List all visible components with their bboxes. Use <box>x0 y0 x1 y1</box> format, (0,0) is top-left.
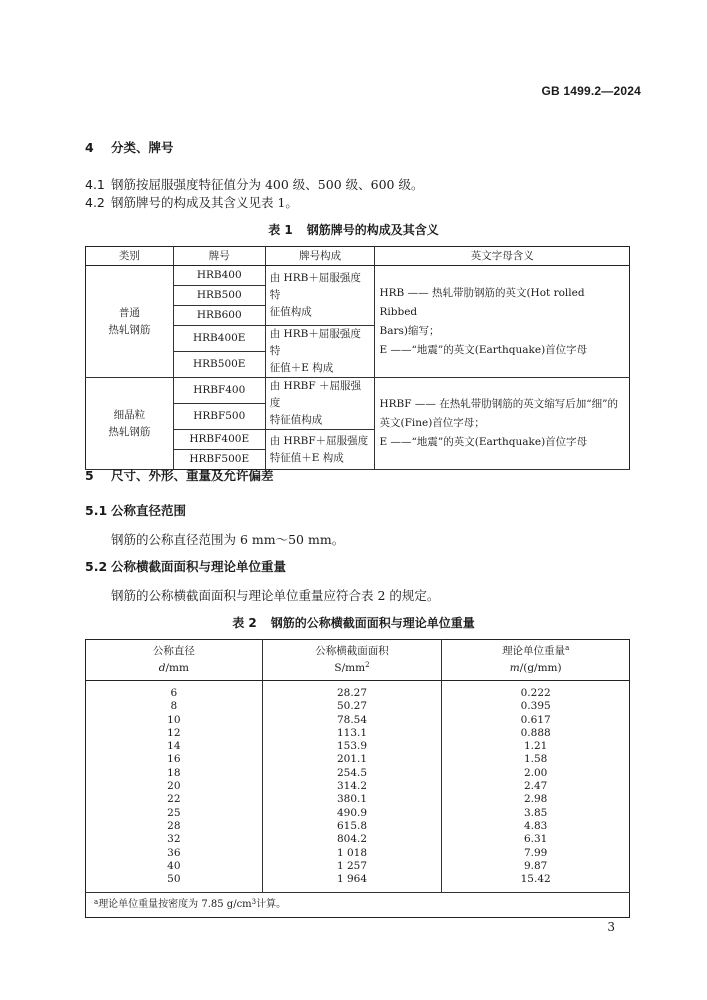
area-cell: 254.5 <box>262 767 442 780</box>
weight-cell: 7.99 <box>442 847 630 860</box>
weight-cell: 15.42 <box>442 873 630 893</box>
area-cell: 490.9 <box>262 807 442 820</box>
composition-line: 特征值构成 <box>269 414 323 426</box>
table-row <box>86 740 630 753</box>
header-composition: 牌号构成 <box>265 247 375 266</box>
table-row <box>86 847 630 860</box>
weight-cell: 3.85 <box>442 807 630 820</box>
clause-4-1 <box>85 175 423 193</box>
grade-cell: HRB600 <box>173 306 265 326</box>
weight-cell: 0.395 <box>442 700 630 713</box>
section-title: 尺寸、外形、重量及允许偏差 <box>111 468 274 483</box>
composition-line: 由 HRB＋屈服强度特 <box>269 328 361 357</box>
header-name: 公称直径 <box>152 645 195 657</box>
grade-cell: HRB400 <box>173 266 265 286</box>
clause-text: 钢筋牌号的构成及其含义见表 1。 <box>111 195 298 210</box>
table-row <box>86 753 630 766</box>
diameter-cell: 12 <box>86 727 263 740</box>
clause-5-1-heading <box>85 501 186 519</box>
area-cell: 380.1 <box>262 793 442 806</box>
table-1-caption <box>0 221 707 238</box>
weight-cell: 0.617 <box>442 714 630 727</box>
area-cell: 314.2 <box>262 780 442 793</box>
weight-cell: 2.98 <box>442 793 630 806</box>
header-grade: 牌号 <box>173 247 265 266</box>
composition-line: 由 HRBF＋屈服强度 <box>269 434 369 447</box>
composition-line: 征值构成 <box>269 306 312 318</box>
table-row <box>86 873 630 893</box>
meaning-line: E ——“地震”的英文(Earthquake)首位字母 <box>379 436 588 448</box>
composition-line: 特征值＋E 构成 <box>269 451 344 464</box>
table-label: 表 1 <box>268 223 293 237</box>
area-cell: 804.2 <box>262 833 442 846</box>
header-weight <box>442 640 630 681</box>
grade-cell: HRBF400 <box>173 378 265 404</box>
page-number: 3 <box>607 920 615 934</box>
footnote-superscript: 3 <box>251 898 257 907</box>
meaning-line: E ——“地震”的英文(Earthquake)首位字母 <box>379 343 588 356</box>
composition-cell <box>265 326 375 378</box>
table-2-caption <box>0 614 707 631</box>
diameter-cell: 36 <box>86 847 263 860</box>
table-row <box>86 727 630 740</box>
footnote-mark: a <box>94 898 99 907</box>
table-label: 表 2 <box>232 616 257 630</box>
clause-5-1-text: 钢筋的公称直径范围为 6 mm～50 mm。 <box>111 532 345 547</box>
table-2 <box>85 639 630 918</box>
diameter-cell: 28 <box>86 820 263 833</box>
area-cell: 28.27 <box>262 681 442 701</box>
composition-cell <box>265 378 375 430</box>
grade-cell: HRBF500E <box>173 450 265 470</box>
diameter-cell: 40 <box>86 860 263 873</box>
table-footnote <box>86 893 630 918</box>
section-5-heading <box>85 466 274 484</box>
header-symbol: d <box>158 662 166 674</box>
diameter-cell: 14 <box>86 740 263 753</box>
area-cell: 153.9 <box>262 740 442 753</box>
diameter-cell: 6 <box>86 681 263 701</box>
clause-number: 5.1 <box>85 503 108 518</box>
footnote-ref: a <box>565 644 570 652</box>
meaning-line: Bars)缩写； <box>379 324 440 337</box>
meaning-line: HRBF —— 在热轧带肋钢筋的英文缩写后加“细”的 <box>379 398 618 410</box>
clause-4-2 <box>85 193 298 211</box>
clause-title: 公称直径范围 <box>111 503 187 518</box>
meaning-cell <box>375 266 630 378</box>
clause-number: 4.2 <box>85 195 105 210</box>
area-cell: 615.8 <box>262 820 442 833</box>
area-cell: 50.27 <box>262 700 442 713</box>
header-unit: S/mm <box>334 662 366 674</box>
weight-cell: 6.31 <box>442 833 630 846</box>
category-cell <box>86 266 174 378</box>
diameter-cell: 50 <box>86 873 263 893</box>
header-meaning: 英文字母含义 <box>375 247 630 266</box>
grade-cell: HRBF400E <box>173 430 265 450</box>
header-unit: /mm <box>165 662 189 674</box>
table-row <box>86 681 630 701</box>
section-number: 5 <box>85 468 94 483</box>
composition-line: 征值＋E 构成 <box>269 362 334 374</box>
footnote-text: 理论单位重量按密度为 7.85 g/cm <box>98 899 252 911</box>
table-1 <box>85 246 630 470</box>
clause-number: 4.1 <box>85 177 105 192</box>
table-row <box>86 860 630 873</box>
clause-number: 5.2 <box>85 559 108 574</box>
weight-cell: 1.21 <box>442 740 630 753</box>
diameter-cell: 16 <box>86 753 263 766</box>
footnote-end: 计算。 <box>256 899 287 911</box>
weight-cell: 2.00 <box>442 767 630 780</box>
table-title: 钢筋的公称横截面面积与理论单位重量 <box>270 616 475 630</box>
table-title: 钢筋牌号的构成及其含义 <box>306 223 439 237</box>
meaning-line: HRB —— 热轧带肋钢筋的英文(Hot rolled Ribbed <box>379 286 585 318</box>
table-row <box>86 793 630 806</box>
area-cell: 113.1 <box>262 727 442 740</box>
area-cell: 1 018 <box>262 847 442 860</box>
clause-title: 公称横截面面积与理论单位重量 <box>111 559 287 574</box>
table-row <box>86 820 630 833</box>
weight-cell: 2.47 <box>442 780 630 793</box>
table-row <box>86 767 630 780</box>
clause-5-2-text: 钢筋的公称横截面面积与理论单位重量应符合表 2 的规定。 <box>111 588 440 603</box>
table-row <box>86 807 630 820</box>
table-row <box>86 714 630 727</box>
weight-cell: 1.58 <box>442 753 630 766</box>
area-cell: 201.1 <box>262 753 442 766</box>
diameter-cell: 10 <box>86 714 263 727</box>
diameter-cell: 18 <box>86 767 263 780</box>
header-name: 理论单位重量 <box>502 645 566 657</box>
weight-cell: 4.83 <box>442 820 630 833</box>
category-cell <box>86 378 174 470</box>
category-line: 热轧钢筋 <box>108 323 151 336</box>
header-superscript: 2 <box>365 661 370 669</box>
grade-cell: HRBF500 <box>173 404 265 430</box>
header-name: 公称横截面面积 <box>315 645 389 657</box>
table-row <box>86 780 630 793</box>
weight-cell: 0.222 <box>442 681 630 701</box>
area-cell: 1 964 <box>262 873 442 893</box>
section-title: 分类、牌号 <box>111 140 174 155</box>
diameter-cell: 8 <box>86 700 263 713</box>
diameter-cell: 20 <box>86 780 263 793</box>
weight-cell: 0.888 <box>442 727 630 740</box>
grade-cell: HRB500E <box>173 352 265 378</box>
clause-text: 钢筋按屈服强度特征值分为 400 级、500 级、600 级。 <box>111 177 424 192</box>
diameter-cell: 22 <box>86 793 263 806</box>
section-number: 4 <box>85 140 94 155</box>
composition-line: 由 HRBF ＋屈服强度 <box>269 380 361 409</box>
area-cell: 78.54 <box>262 714 442 727</box>
header-unit: /(g/mm) <box>519 662 562 674</box>
composition-cell <box>265 266 375 326</box>
composition-cell <box>265 430 375 470</box>
diameter-cell: 25 <box>86 807 263 820</box>
header-area <box>262 640 442 681</box>
header-symbol: m <box>509 662 520 674</box>
meaning-line: 英文(Fine)首位字母； <box>379 417 485 429</box>
meaning-cell <box>375 378 630 470</box>
area-cell: 1 257 <box>262 860 442 873</box>
category-line: 细晶粒 <box>113 408 146 421</box>
diameter-cell: 32 <box>86 833 263 846</box>
weight-cell: 9.87 <box>442 860 630 873</box>
clause-5-2-heading <box>85 557 286 575</box>
category-line: 普通 <box>118 306 140 319</box>
section-4-heading <box>85 138 174 156</box>
grade-cell: HRB400E <box>173 326 265 352</box>
category-line: 热轧钢筋 <box>108 425 151 438</box>
table-row <box>86 700 630 713</box>
header-diameter <box>86 640 263 681</box>
standard-number: GB 1499.2—2024 <box>541 84 641 98</box>
composition-line: 由 HRB＋屈服强度特 <box>269 272 361 301</box>
table-row <box>86 833 630 846</box>
header-category: 类别 <box>86 247 174 266</box>
grade-cell: HRB500 <box>173 286 265 306</box>
